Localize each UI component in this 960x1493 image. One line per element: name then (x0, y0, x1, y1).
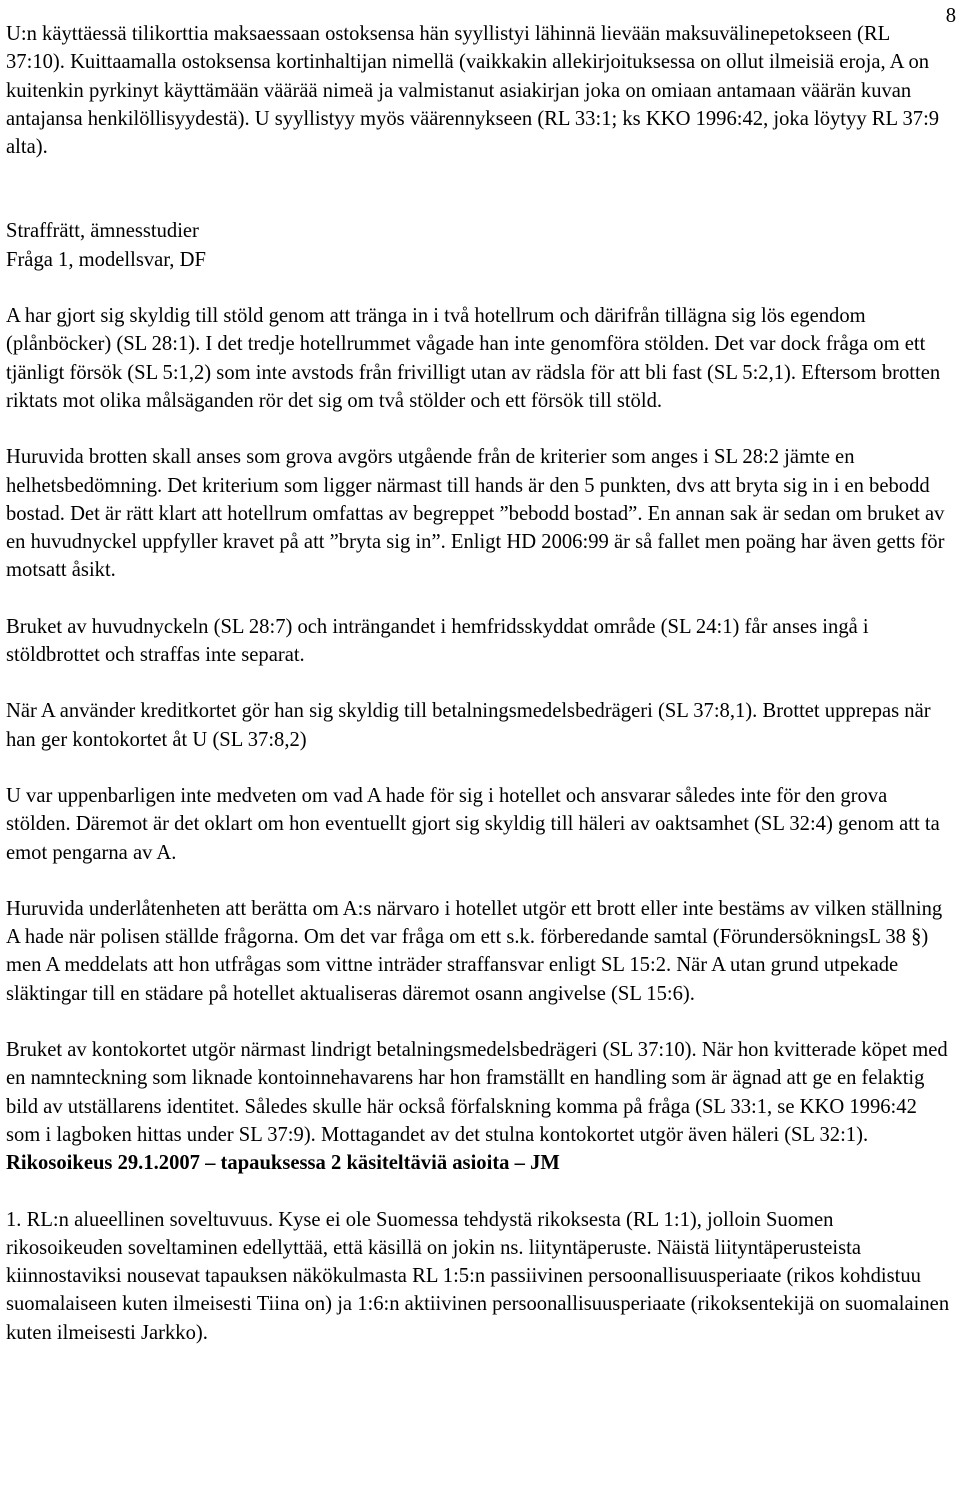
heading-rikosoikeus: Rikosoikeus 29.1.2007 – tapauksessa 2 käsiteltäviä asioita – JM (6, 1152, 560, 1175)
paragraph-aggravated: Huruvida brotten skall anses som grova avgörs utgående från de kriterier som anges i SL 28:2 jämte en helhetsbedömning. Det kriterium som ligger närmast till hands är den 5 punkten, dvs att bryta sig in i en bebodd bostad. Det är rätt klart att hotellrum omfattas av begreppet ”bebodd bostad”. En annan sak är sedan om bruket av en huvudnyckel uppfyller kravet på att ”bryta sig in”. Enligt HD 2006:99 är så fallet men poäng har även getts för motsatt åsikt. (6, 446, 945, 582)
section-title: Straffrätt, ämnesstudier (6, 220, 199, 243)
section-subtitle: Fråga 1, modellsvar, DF (6, 248, 206, 271)
page-number: 8 (945, 5, 956, 27)
document-body (6, 20, 952, 1347)
paragraph-u-awareness: U var uppenbarligen inte medveten om vad A hade för sig i hotellet och ansvarar således inte för den grova stölden. Däremot är det oklart om hon eventuellt gjort sig skyldig till häleri av oaktsamhet (SL 32:4) genom att ta emot pengarna av A. (6, 784, 940, 864)
paragraph-master-key: Bruket av huvudnyckeln (SL 28:7) och inträngandet i hemfridsskyddat område (SL 24:1) får anses ingå i stöldbrottet och straffas inte separat. (6, 615, 869, 667)
paragraph-credit-card: När A använder kreditkortet gör han sig skyldig till betalningsmedelsbedrägeri (SL 37:8,1). Brottet upprepas när han ger kontokortet åt U (SL 37:8,2) (6, 700, 931, 751)
paragraph-territorial: 1. RL:n alueellinen soveltuvuus. Kyse ei ole Suomessa tehdystä rikoksesta (RL 1:1), jolloin Suomen rikosoikeuden soveltaminen edellyttää, että käsillä on jokin ns. liityntäperuste. Näistä liityntäperusteista kiinnostaviksi nousevat tapauksen näkökulmasta RL 1:5:n passiivinen persoonallisuusperiaate (rikos kohdistuu suomalaiseen kuten ilmeisesti Tiina on) ja 1:6:n aktiivinen persoonallisuusperiaate (rikoksentekijä on suomalainen kuten ilmeisesti Jarkko). (6, 1208, 950, 1344)
paragraph-omission: Huruvida underlåtenheten att berätta om A:s närvaro i hotellet utgör ett brott eller inte bestäms av vilken ställning A hade när polisen ställde frågorna. Om det var fråga om ett s.k. förberedande samtal (FörundersökningsL 38 §) men A meddelats att hon utfrågas som vittne inträder straffansvar enligt SL 15:2. När A utan grund utpekade släktingar till en städare på hotellet aktualiseras däremot osann angivelse (SL 15:6). (6, 897, 943, 1005)
paragraph-theft: A har gjort sig skyldig till stöld genom att tränga in i två hotellrum och därifrån tillägna sig lös egendom (plånböcker) (SL 28:1). I det tredje hotellrummet vågade han inte genomföra stölden. Det var dock fråga om ett tjänligt försök (SL 5:1,2) som inte avstods från frivilligt utan av rädsla för att bli fast (SL 5:2,1). Eftersom brotten riktats mot olika målsäganden rör det sig om två stölder och ett försök till stöld. (6, 305, 941, 412)
paragraph-finnish-intro: U:n käyttäessä tilikorttia maksaessaan ostoksensa hän syyllistyi lähinnä lievään maksuvälinepetokseen (RL 37:10). Kuittaamalla ostoksensa kortinhaltijan nimellä (vaikkakin allekirjoituksessa on ollut ilmeisiä eroja, A on kuitenkin pyrkinyt käyttämään väärää nimeä ja valmistanut asiakirjan joka on omiaan antamaan väärän kuvan antajansa henkilöllisyydestä). U syyllistyy myös väärennykseen (RL 33:1; ks KKO 1996:42, joka löytyy RL 37:9 alta). (6, 23, 940, 159)
paragraph-account-card: Bruket av kontokortet utgör närmast lindrigt betalningsmedelsbedrägeri (SL 37:10). När hon kvitterade köpet med en namnteckning som liknade kontoinnehavarens har hon framställt en handling som är ägnad att ge en felaktig bild av utställarens identitet. Således skulle här också förfalskning komma på fråga (SL 33:1, se KKO 1996:42 som i lagboken hittas under SL 37:9). Mottagandet av det stulna kontokortet utgör även häleri (SL 32:1). (6, 1039, 948, 1146)
